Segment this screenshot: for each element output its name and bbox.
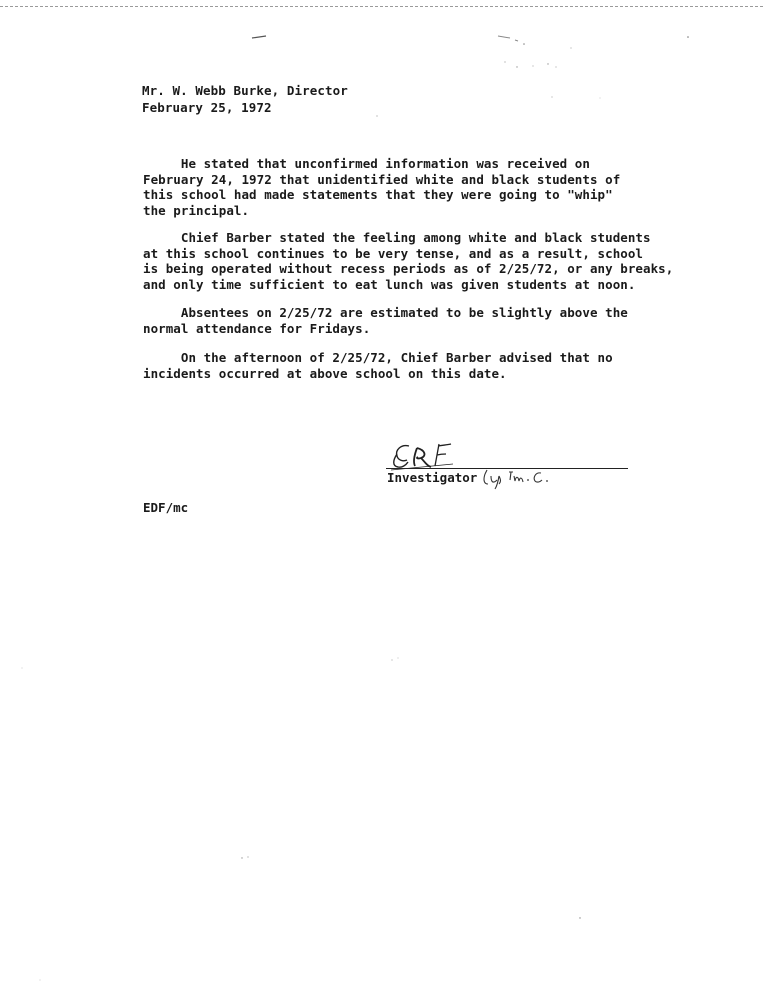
signature-block <box>383 440 633 490</box>
investigator-label: Investigator <box>387 470 478 485</box>
paragraph-3: Absentees on 2/25/72 are estimated to be slightly above the normal attendance for Fridays. <box>143 305 628 336</box>
letter-header <box>142 82 348 116</box>
page-top-edge <box>0 0 763 7</box>
reference-initials: EDF/mc <box>143 500 189 515</box>
date-line: February 25, 1972 <box>142 100 272 115</box>
paragraph-4: On the afternoon of 2/25/72, Chief Barber advised that no incidents occurred at above school on this date. <box>143 350 613 381</box>
recipient-line: Mr. W. Webb Burke, Director <box>142 83 348 98</box>
handwritten-initials <box>481 466 561 490</box>
paragraph-2: Chief Barber stated the feeling among white and black students at this school continues to be very tense, and as a result, school is being operated without recess periods as of 2/25/72, or any breaks, and only time sufficient to eat lunch was given students at noon. <box>143 230 674 292</box>
paragraph-1: He stated that unconfirmed information was received on February 24, 1972 that unidentified white and black students of this school had made statements that they were going to "whip" the principal. <box>143 156 621 218</box>
